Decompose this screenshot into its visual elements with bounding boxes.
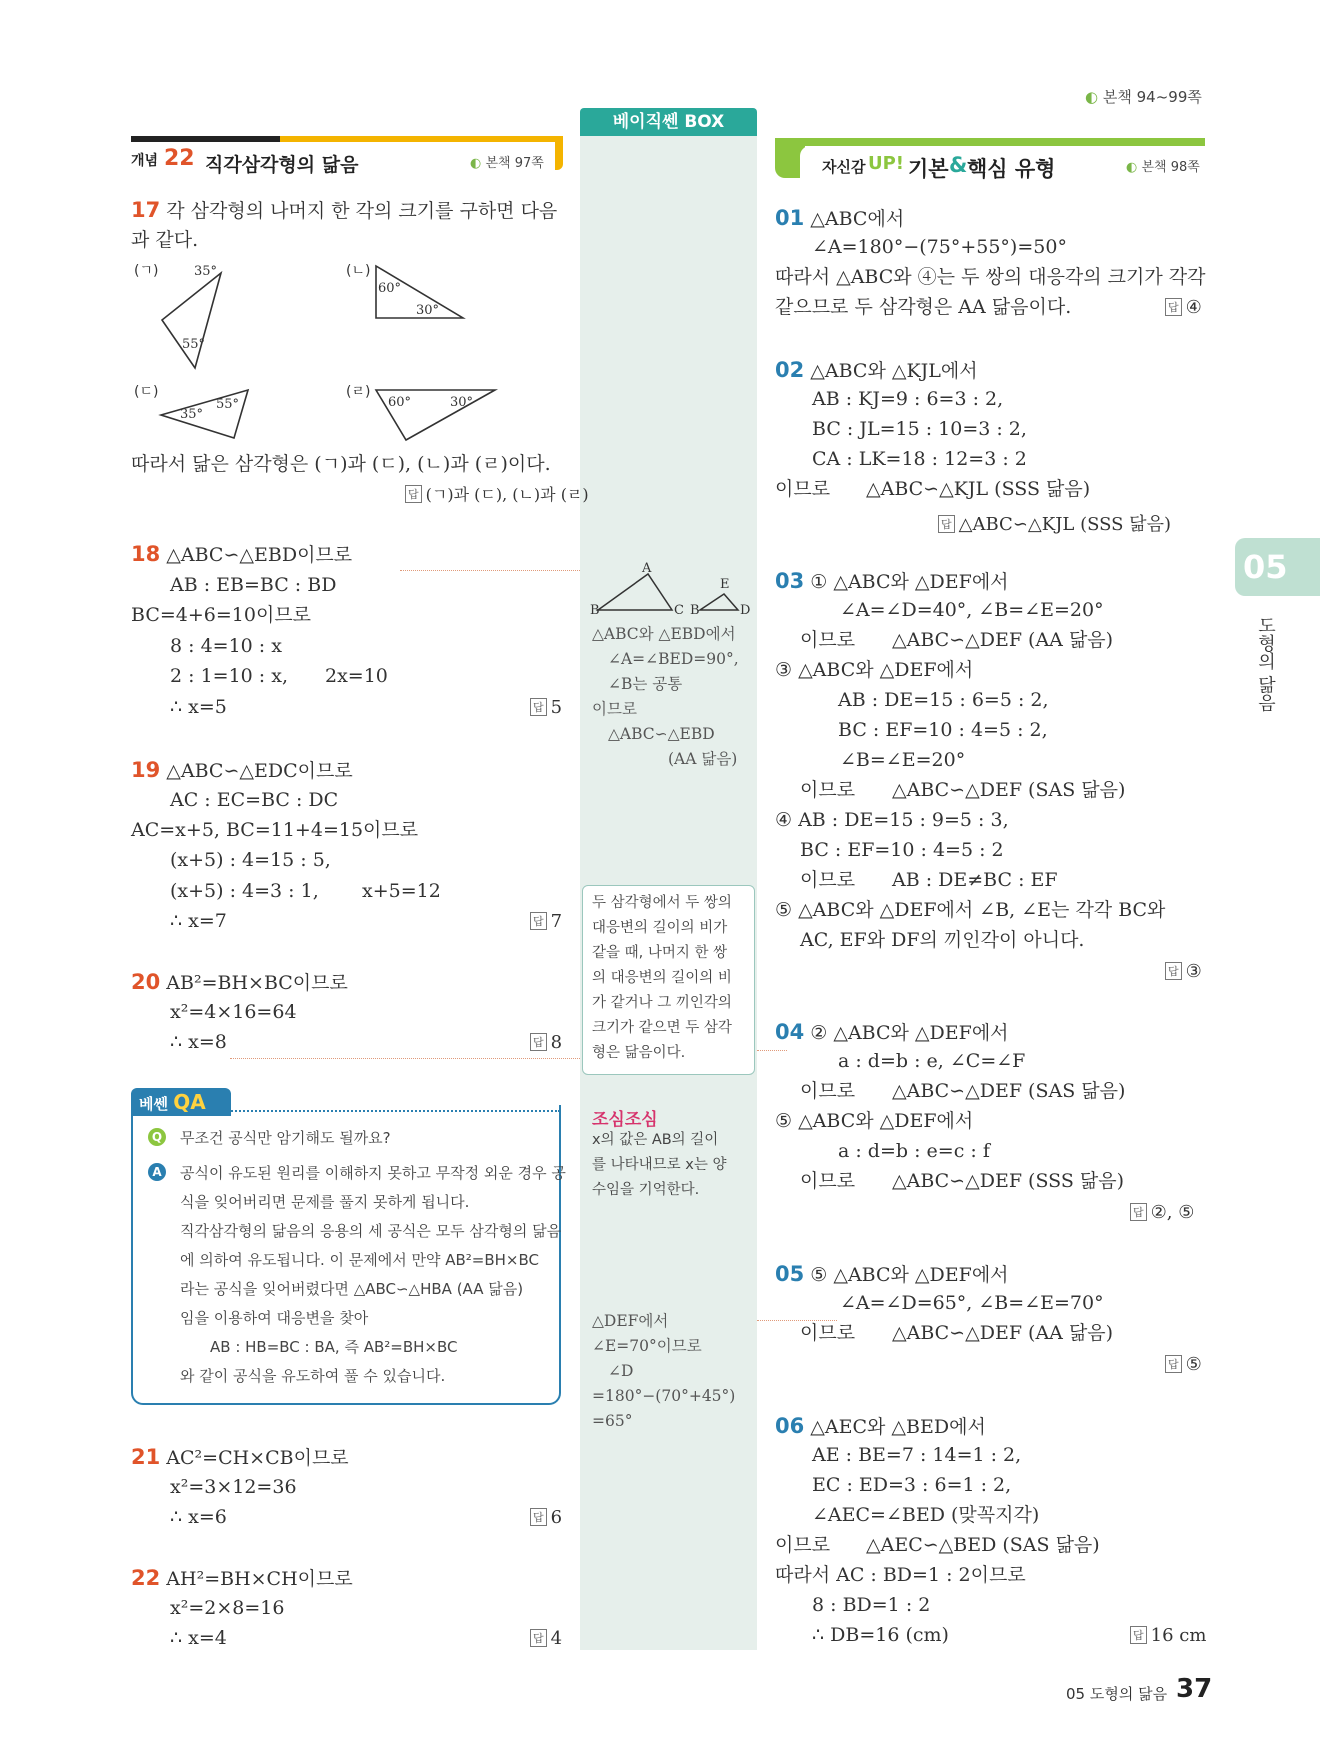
r01-line2: ∠A=180°−(75°+55°)=50° — [812, 236, 1067, 258]
box-title: 베이직쎈 BOX — [580, 108, 757, 136]
p19-line3: AC=x+5, BC=11+4=15이므로 — [131, 819, 419, 841]
box1-label-e: E — [720, 577, 730, 592]
r03-line11a: 이므로 — [800, 869, 856, 891]
r06-line1: 06 △AEC와 △BED에서 — [775, 1414, 986, 1438]
p21-line3: ∴ x=6 — [170, 1506, 227, 1528]
r02-line4: CA : LK=18 : 12=3 : 2 — [812, 448, 1027, 470]
box2-leader — [757, 1050, 787, 1051]
r03-line13: AC, EF와 DF의 끼인각이 아니다. — [800, 929, 1085, 951]
r06-line8: ∴ DB=16 (cm) — [812, 1624, 949, 1646]
p18-line4: 8 : 4=10 : x — [170, 635, 282, 657]
tri-label-n: (ㄴ) — [346, 263, 371, 279]
p22-number: 22 — [131, 1566, 161, 1590]
r06-line3: EC : ED=3 : 6=1 : 2, — [812, 1474, 1012, 1496]
r04-answer: 답 ②, ⑤ — [1130, 1202, 1194, 1223]
r03-line3a: 이므로 — [800, 629, 856, 651]
p19-answer: 답 7 — [530, 911, 562, 932]
r06-line2: AE : BE=7 : 14=1 : 2, — [812, 1444, 1022, 1466]
r02-answer: 답 △ABC∽△KJL (SSS 닮음) — [938, 510, 1171, 536]
r04-line2: a : d=b : e, ∠C=∠F — [838, 1050, 1026, 1072]
p19-line4: (x+5) : 4=15 : 5, — [170, 849, 331, 871]
tri-label-r: (ㄹ) — [346, 384, 371, 400]
r06-number: 06 — [775, 1414, 805, 1438]
p21-answer: 답 6 — [530, 1507, 562, 1528]
concept-ref: ◐ 본책 97쪽 — [470, 156, 544, 171]
right-header-title-a: 기본 — [908, 157, 949, 181]
box3-title: 조심조심 — [592, 1110, 658, 1130]
tri-label-g: (ㄱ) — [134, 263, 159, 279]
tri-g-angle2: 55° — [182, 337, 206, 352]
chapter-tab: 05 — [1235, 538, 1320, 596]
r03-line12: ⑤ △ABC와 △DEF에서 ∠B, ∠E는 각각 BC와 — [775, 899, 1166, 921]
tri-d-angle2: 55° — [216, 397, 240, 412]
r04-line4: ⑤ △ABC와 △DEF에서 — [775, 1110, 974, 1132]
top-page-ref: ◐ 본책 94~99쪽 — [1085, 88, 1202, 106]
r01-line1: 01 △ABC에서 — [775, 206, 905, 230]
qa-badge-a: A — [190, 1090, 206, 1114]
r05-number: 05 — [775, 1262, 805, 1286]
p17-answer: 답 (ㄱ)과 (ㄷ), (ㄴ)과 (ㄹ) — [405, 482, 589, 505]
chapter-side-title: 도형의 닮음 — [1255, 616, 1276, 712]
r02-line3: BC : JL=15 : 10=3 : 2, — [812, 418, 1027, 440]
qa-answer-line6: 임을 이용하여 대응변을 찾아 — [180, 1309, 369, 1327]
r03-line6: BC : EF=10 : 4=5 : 2, — [838, 719, 1048, 741]
r03-line7: ∠B=∠E=20° — [840, 749, 966, 771]
box4-line1: △DEF에서 — [592, 1312, 669, 1330]
qa-answer-line7: AB : HB=BC : BA, 즉 AB²=BH×BC — [210, 1338, 458, 1356]
box3-line1: x의 값은 AB의 길이 — [592, 1132, 719, 1148]
p21-line2: x²=3×12=36 — [170, 1476, 297, 1498]
p19-line1: 19 △ABC∽△EDC이므로 — [131, 758, 353, 782]
box4-leader — [757, 1320, 837, 1321]
box1-label-b: B — [590, 603, 600, 618]
right-header-bar — [775, 138, 1205, 146]
concept-prefix: 개념 — [131, 153, 159, 169]
r02-line2: AB : KJ=9 : 6=3 : 2, — [812, 388, 1004, 410]
r05-line3b: △ABC∽△DEF (AA 닮음) — [892, 1322, 1114, 1344]
qa-answer-line5: 라는 공식을 잊어버렸다면 △ABC∽△HBA (AA 닮음) — [180, 1280, 524, 1298]
r03-line3b: △ABC∽△DEF (AA 닮음) — [892, 629, 1114, 651]
p22-line3: ∴ x=4 — [170, 1627, 227, 1649]
box4-line3: ∠D — [608, 1362, 634, 1380]
right-header-up: UP! — [868, 153, 905, 174]
left-header-bar-yellow — [280, 136, 563, 142]
p18-line6: ∴ x=5 — [170, 696, 227, 718]
r03-line5: AB : DE=15 : 6=5 : 2, — [838, 689, 1049, 711]
r04-line6a: 이므로 — [800, 1170, 856, 1192]
r03-line11b: AB : DE≠BC : EF — [892, 869, 1058, 891]
r02-line5b: △ABC∽△KJL (SSS 닮음) — [866, 478, 1091, 500]
r05-line2: ∠A=∠D=65°, ∠B=∠E=70° — [840, 1292, 1104, 1314]
p22-answer: 답 4 — [530, 1628, 562, 1649]
p18-answer: 답 5 — [530, 697, 562, 718]
r02-line1: 02 △ABC와 △KJL에서 — [775, 358, 978, 382]
question-icon: Q — [148, 1128, 166, 1146]
tri-d-angle1: 35° — [180, 407, 204, 422]
box2-line3: 같을 때, 나머지 한 쌍 — [592, 945, 728, 961]
p20-leader — [230, 1058, 580, 1059]
r04-number: 04 — [775, 1020, 805, 1044]
p17-triangles-figure — [128, 260, 508, 450]
r06-answer: 답 16 cm — [1130, 1625, 1206, 1646]
p18-line5a: 2 : 1=10 : x, — [170, 665, 288, 687]
right-header-amp: & — [949, 153, 968, 177]
answer-icon: A — [148, 1163, 166, 1181]
r06-line4: ∠AEC=∠BED (맞꼭지각) — [812, 1504, 1040, 1526]
ref-icon: ◐ — [1126, 160, 1138, 175]
p17-number: 17 — [131, 198, 161, 222]
r03-answer: 답 ③ — [1165, 961, 1202, 982]
p17-conclusion: 따라서 닮은 삼각형은 (ㄱ)과 (ㄷ), (ㄴ)과 (ㄹ)이다. — [131, 453, 551, 475]
concept-title: 직각삼각형의 닮음 — [205, 154, 359, 176]
r06-line5b: △AEC∽△BED (SAS 닮음) — [866, 1534, 1100, 1556]
p18-leader — [400, 570, 580, 571]
r05-line3a: 이므로 — [800, 1322, 856, 1344]
r03-number: 03 — [775, 569, 805, 593]
p20-line1: 20 AB²=BH×BC이므로 — [131, 970, 348, 994]
p19-line5a: (x+5) : 4=3 : 1, — [170, 880, 319, 902]
tri-n-angle1: 60° — [378, 281, 402, 296]
p19-line2: AC : EC=BC : DC — [170, 789, 339, 811]
r06-line7: 8 : BD=1 : 2 — [812, 1594, 931, 1616]
r03-line2: ∠A=∠D=40°, ∠B=∠E=20° — [840, 599, 1104, 621]
r03-line9: ④ AB : DE=15 : 9=5 : 3, — [775, 809, 1009, 831]
right-header-title-b: 핵심 유형 — [967, 157, 1056, 181]
p20-line3: ∴ x=8 — [170, 1031, 227, 1053]
box1-triangles-figure — [590, 560, 755, 620]
p20-line2: x²=4×16=64 — [170, 1001, 297, 1023]
p17-line1: 17 각 삼각형의 나머지 한 각의 크기를 구하면 다음 — [131, 198, 558, 222]
box1-label-c: C — [674, 603, 684, 618]
qa-answer-line1: 공식이 유도된 원리를 이해하지 못하고 무작정 외운 경우 공 — [180, 1164, 566, 1182]
r05-line1: 05 ⑤ △ABC와 △DEF에서 — [775, 1262, 1009, 1286]
qa-badge-q: Q — [173, 1090, 191, 1114]
box1-line5: △ABC∽△EBD — [608, 725, 715, 743]
right-header-ref: ◐ 본책 98쪽 — [1126, 160, 1200, 175]
p18-line5b: 2x=10 — [325, 665, 388, 687]
r01-line4: 같으므로 두 삼각형은 AA 닮음이다. — [775, 296, 1072, 318]
r02-number: 02 — [775, 358, 805, 382]
r04-line1: 04 ② △ABC와 △DEF에서 — [775, 1020, 1009, 1044]
triangle-g — [162, 273, 221, 368]
left-header-corner — [555, 136, 563, 170]
r01-line3: 따라서 △ABC와 ④는 두 쌍의 대응각의 크기가 각각 — [775, 266, 1206, 288]
box1-label-a: A — [642, 561, 652, 576]
box1-triangle-ebd — [700, 594, 738, 610]
box4-line2: ∠E=70°이므로 — [592, 1337, 702, 1355]
box2-line7: 형은 닮음이다. — [592, 1045, 686, 1061]
r04-line3a: 이므로 — [800, 1080, 856, 1102]
box2-line1: 두 삼각형에서 두 쌍의 — [592, 895, 732, 911]
qa-top-dots — [220, 1110, 560, 1112]
box1-label-d: D — [740, 603, 751, 618]
r03-line8a: 이므로 — [800, 779, 856, 801]
r04-line3b: △ABC∽△DEF (SAS 닮음) — [892, 1080, 1126, 1102]
r04-line6b: △ABC∽△DEF (SSS 닮음) — [892, 1170, 1124, 1192]
box1-label-b2: B — [690, 603, 700, 618]
p19-number: 19 — [131, 758, 161, 782]
page-number: 37 — [1176, 1674, 1213, 1704]
p20-answer: 답 8 — [530, 1032, 562, 1053]
box1-line3: ∠B는 공통 — [608, 675, 683, 693]
concept-number: 22 — [164, 146, 195, 171]
right-header-prefix: 자신감 — [822, 158, 866, 176]
box2-line5: 가 같거나 그 끼인각의 — [592, 995, 732, 1011]
r03-line4: ③ △ABC와 △DEF에서 — [775, 659, 974, 681]
r03-line10: BC : EF=10 : 4=5 : 2 — [800, 839, 1004, 861]
ref-icon: ◐ — [1085, 88, 1099, 106]
qa-badge: 베쎈 QA — [131, 1088, 231, 1116]
box1-line2: ∠A=∠BED=90°, — [608, 650, 739, 668]
tri-label-d: (ㄷ) — [134, 384, 159, 400]
box1-line1: △ABC와 △EBD에서 — [592, 625, 736, 643]
tri-r-angle1: 60° — [388, 395, 412, 410]
p18-line2: AB : EB=BC : BD — [170, 574, 337, 596]
p19-line5b: x+5=12 — [362, 880, 441, 902]
box2-line6: 크기가 같으면 두 삼각 — [592, 1020, 732, 1036]
tri-g-angle1: 35° — [194, 264, 218, 279]
p21-number: 21 — [131, 1445, 161, 1469]
box2-line2: 대응변의 길이의 비가 — [592, 920, 728, 936]
qa-question: 무조건 공식만 암기해도 될까요? — [180, 1129, 391, 1147]
r03-line8b: △ABC∽△DEF (SAS 닮음) — [892, 779, 1126, 801]
p20-number: 20 — [131, 970, 161, 994]
box1-line6: (AA 닮음) — [668, 750, 738, 768]
qa-answer-line8: 와 같이 공식을 유도하여 풀 수 있습니다. — [180, 1367, 446, 1385]
r01-number: 01 — [775, 206, 805, 230]
footer-title: 05 도형의 닮음 — [1066, 1685, 1168, 1703]
qa-answer-line2: 식을 잊어버리면 문제를 풀지 못하게 됩니다. — [180, 1193, 470, 1211]
ref-icon: ◐ — [470, 156, 482, 171]
box4-line4: =180°−(70°+45°) — [592, 1387, 736, 1405]
p18-number: 18 — [131, 542, 161, 566]
r03-line1: 03 ① △ABC와 △DEF에서 — [775, 569, 1009, 593]
box3-line2: 를 나타내므로 x는 양 — [592, 1157, 727, 1173]
tri-r-angle2: 30° — [450, 395, 474, 410]
r04-line5: a : d=b : e=c : f — [838, 1140, 990, 1162]
r06-line5a: 이므로 — [775, 1534, 831, 1556]
r06-line6: 따라서 AC : BD=1 : 2이므로 — [775, 1564, 1026, 1586]
box2-line4: 의 대응변의 길이의 비 — [592, 970, 732, 986]
p18-line1: 18 △ABC∽△EBD이므로 — [131, 542, 353, 566]
r01-answer: 답 ④ — [1165, 297, 1202, 318]
p22-line2: x²=2×8=16 — [170, 1597, 285, 1619]
qa-answer-line3: 직각삼각형의 닮음의 응용의 세 공식은 모두 삼각형의 닮음 — [180, 1222, 562, 1240]
p22-line1: 22 AH²=BH×CH이므로 — [131, 1566, 353, 1590]
box1-triangle-abc — [598, 574, 672, 610]
box3-line3: 수임을 기억한다. — [592, 1182, 700, 1198]
p18-line3: BC=4+6=10이므로 — [131, 604, 312, 626]
r05-answer: 답 ⑤ — [1165, 1354, 1202, 1375]
p21-line1: 21 AC²=CH×CB이므로 — [131, 1445, 349, 1469]
p17-line2: 과 같다. — [131, 229, 199, 251]
p19-line6: ∴ x=7 — [170, 910, 227, 932]
tri-n-angle2: 30° — [416, 303, 440, 318]
qa-answer-line4: 에 의하여 유도됩니다. 이 문제에서 만약 AB²=BH×BC — [180, 1251, 539, 1269]
box4-line5: =65° — [592, 1412, 633, 1430]
r02-line5a: 이므로 — [775, 478, 831, 500]
box1-line4: 이므로 — [592, 700, 637, 718]
